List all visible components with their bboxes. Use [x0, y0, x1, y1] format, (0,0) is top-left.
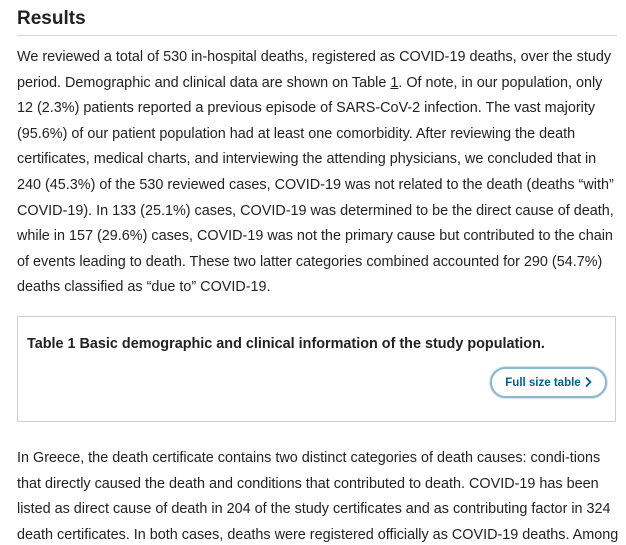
- chevron-right-icon-svg: [585, 377, 592, 387]
- full-size-table-label: Full size table: [505, 376, 581, 389]
- greece-paragraph: In Greece, the death certificate contains two distinct categories of death causes: condi-tions that directly caused the death and conditions that contributed to death. COVID-19 has been listed as direct cause of death in 204 of the study certificates and as contributing factor in 324 death certificates. In both cases, deaths were registered officially as COVID-19 deaths. Among: [17, 450, 619, 543]
- paragraph-text-start: We reviewed a total of 530 in-hospital deaths, registered as COVID-19 deaths, over the study period. Demographic and clinical data are shown on Table: [17, 49, 612, 91]
- table-caption-text: Basic demographic and clinical information of the study population.: [79, 336, 545, 352]
- results-paragraph: [17, 45, 621, 301]
- table-label: Table 1: [27, 336, 76, 352]
- heading-divider: [17, 35, 617, 36]
- paragraph-text-end: . Of note, in our population, only 12 (2.3%) patients reported a previous episode of SARS-CoV-2 infection. The vast majority (95.6%) of our patient population had at least one comorbidity. After reviewing the death certificates, medical charts, and interviewing the attending physicians, we concluded that in 240 (45.3%) of the 530 reviewed cases, COVID-19 was not related to the death (deaths “with” COVID-19). In 133 (25.1%) cases, COVID-19 was determined to be the direct cause of death, while in 157 (29.6%) cases, COVID-19 was not the primary cause but contributed to the chain of events leading to death. These two latter categories combined accounted for 290 (54.7%) deaths classified as “due to” COVID-19.: [17, 74, 614, 296]
- table-caption: [27, 333, 545, 355]
- table-1-link[interactable]: 1: [390, 74, 399, 91]
- table-1-figure: [17, 316, 616, 422]
- section-heading: Results: [17, 8, 86, 29]
- chevron-right-icon: [585, 377, 592, 389]
- full-size-table-button[interactable]: [490, 367, 607, 398]
